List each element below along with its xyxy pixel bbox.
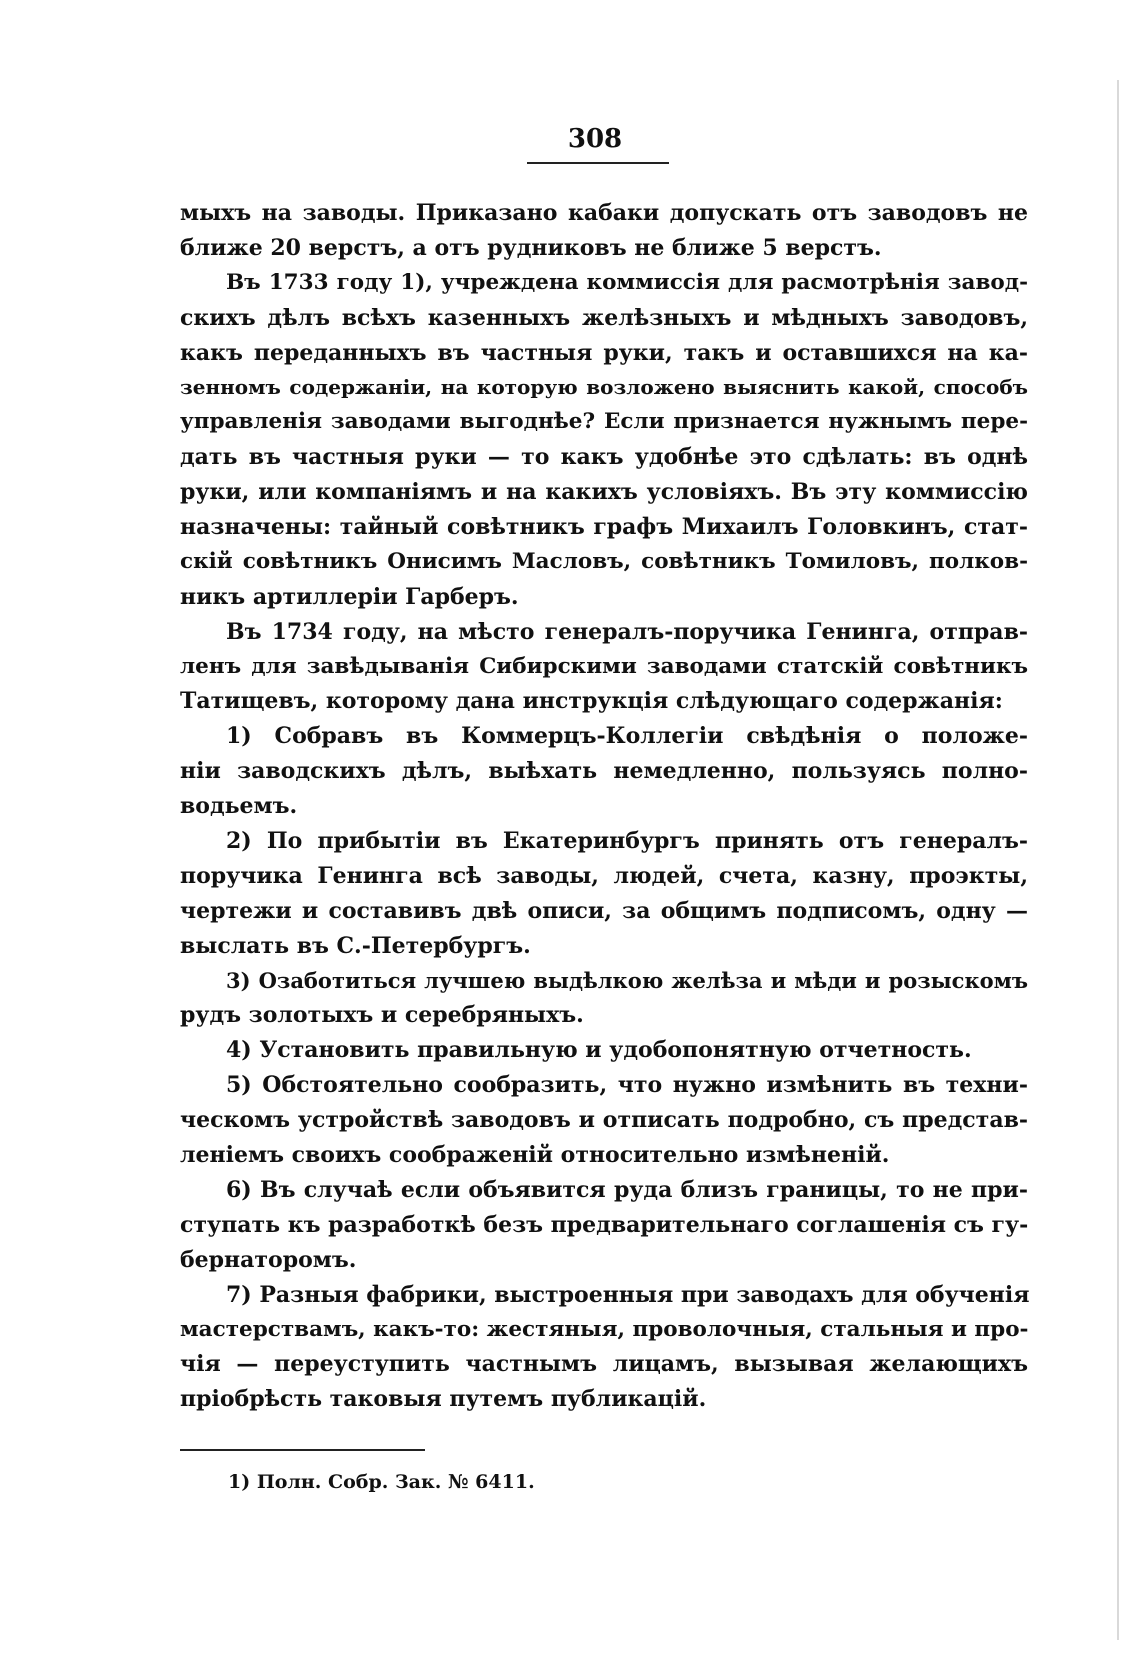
text-line: чертежи и составивъ двѣ описи, за общимъ подписомъ, одну — — [180, 897, 1028, 924]
text-line: зенномъ содержаніи, на которую возложено выяснить какой, способъ — [180, 375, 1028, 400]
text-line: Въ 1734 году, на мѣсто генералъ-поручика Генинга, отправ - — [180, 615, 1028, 650]
header-rule — [527, 162, 669, 164]
page-number: 308 — [567, 124, 623, 154]
text-line: бернаторомъ. — [180, 1246, 357, 1273]
text-line: скихъ дѣлъ всѣхъ казенныхъ желѣзныхъ и мѣдныхъ заводовъ, — [180, 304, 1028, 331]
text-line: рудъ золотыхъ и серебряныхъ. — [180, 1002, 584, 1029]
text-line: выслать въ С.-Петербургъ. — [180, 932, 531, 959]
text-line: чія — переуступить частнымъ лицамъ, вызывая желающихъ — [180, 1351, 1028, 1378]
text-line: 2) По прибытіи въ Екатеринбургъ принять отъ генералъ- — [226, 828, 1028, 855]
text-line: Татищевъ, которому дана инструкція слѣдующаго содержанія: — [180, 688, 1003, 715]
text-line: ближе 20 верстъ, а отъ рудниковъ не ближе 5 верстъ. — [180, 234, 882, 261]
text-line: 5) Обстоятельно сообразить, что нужно измѣнить въ техни - — [180, 1068, 1028, 1103]
text-line: ческомъ устройствѣ заводовъ и отписать подробно, съ представ - — [180, 1103, 1028, 1138]
text-line: скій совѣтникъ Онисимъ Масловъ, совѣтникъ Томиловъ, полков - — [180, 545, 1028, 580]
text-line: ленъ для завѣдыванія Сибирскими заводами статскій совѣтникъ — [180, 653, 1028, 679]
text-line: мыхъ на заводы. Приказано кабаки допускать отъ заводовъ не — [180, 200, 1028, 226]
text-line: ступать къ разработкѣ безъ предварительнаго соглашенія съ гу - — [180, 1208, 1028, 1243]
text-line: 4) Установить правильную и удобопонятную отчетность. — [226, 1037, 972, 1064]
text-line: руки, или компаніямъ и на какихъ условіяхъ. Въ эту коммиссію — [180, 479, 1028, 506]
text-line: управленія заводами выгоднѣе? Если признается нужнымъ пере - — [180, 405, 1028, 440]
text-line: 6) Въ случаѣ если объявится руда близъ границы, то не при - — [180, 1173, 1028, 1208]
footnote: 1) Полн. Собр. Зак. № 6411. — [228, 1471, 535, 1493]
footnote-rule — [180, 1449, 425, 1451]
text-line: ніи заводскихъ дѣлъ, выѣхать немедленно, пользуясь полно - — [180, 754, 1028, 789]
body-text — [180, 196, 1028, 1417]
text-line: пріобрѣсть таковыя путемъ публикацій. — [180, 1386, 707, 1413]
text-line: 3) Озаботиться лучшею выдѣлкою желѣза и мѣди и розыскомъ — [226, 967, 1028, 993]
text-line: 1) Собравъ въ Коммерцъ-Коллегіи свѣдѣнія о положе - — [180, 719, 1028, 754]
text-line: водьемъ. — [180, 793, 298, 820]
text-line: 7) Разныя фабрики, выстроенныя при заводахъ для обученія — [226, 1281, 1030, 1308]
text-line: какъ переданныхъ въ частныя руки, такъ и оставшихся на ка - — [180, 336, 1028, 371]
text-line: дать въ частныя руки — то какъ удобнѣе это сдѣлать: въ однѣ — [180, 444, 1028, 471]
text-line: назначены: тайный совѣтникъ графъ Михаилъ Головкинъ, стат - — [180, 510, 1028, 545]
text-line: никъ артиллеріи Гарберъ. — [180, 583, 519, 610]
text-line: мастерствамъ, какъ-то: жестяныя, проволочныя, стальныя и про - — [180, 1313, 1028, 1348]
scan-edge-line — [1117, 80, 1119, 1640]
text-line: поручика Генинга всѣ заводы, людей, счета, казну, проэкты, — [180, 862, 1028, 889]
text-line: леніемъ своихъ соображеній относительно измѣненій. — [180, 1142, 890, 1169]
text-line: Въ 1733 году 1), учреждена коммиссія для расмотрѣнія завод - — [180, 266, 1028, 301]
